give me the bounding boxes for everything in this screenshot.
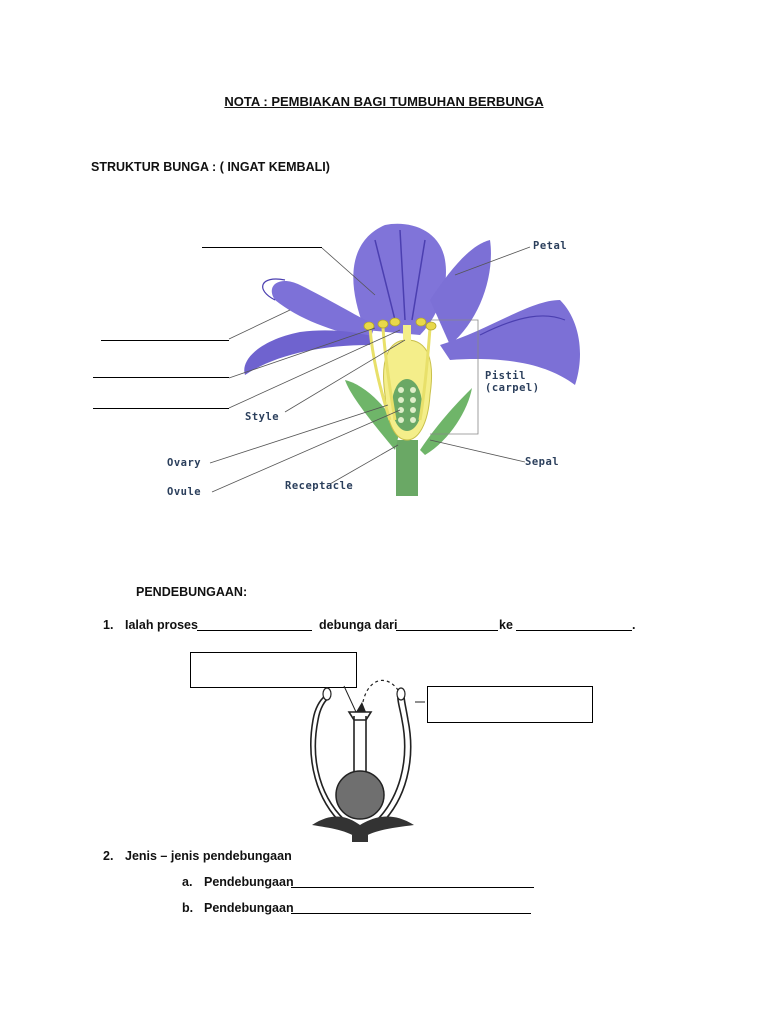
label-sepal: Sepal bbox=[525, 456, 560, 468]
struktur-heading: STRUKTUR BUNGA : ( INGAT KEMBALI) bbox=[91, 160, 330, 174]
q2-text: Jenis – jenis pendebungaan bbox=[125, 849, 292, 863]
q1-end: . bbox=[632, 618, 636, 632]
q2-number: 2. bbox=[103, 849, 114, 863]
q2-item-a-blank[interactable] bbox=[291, 887, 534, 888]
ovary-ball bbox=[336, 771, 384, 819]
q2-item-a-letter: a. bbox=[182, 875, 193, 889]
label-ovule: Ovule bbox=[167, 486, 202, 498]
q2-item-a-text: Pendebungaan bbox=[204, 875, 294, 889]
q2-item-b-text: Pendebungaan bbox=[204, 901, 294, 915]
q2-item-b-blank[interactable] bbox=[291, 913, 531, 914]
pendebungaan-heading: PENDEBUNGAAN: bbox=[136, 585, 248, 599]
label-style: Style bbox=[245, 411, 280, 423]
label-ovary: Ovary bbox=[167, 457, 202, 469]
label-petal: Petal bbox=[533, 240, 568, 252]
q1-number: 1. bbox=[103, 618, 114, 632]
label-pistil: Pistil bbox=[485, 370, 526, 382]
q1-part3: ke bbox=[499, 618, 513, 632]
q1-part2: debunga dari bbox=[319, 618, 398, 632]
q2-item-b-letter: b. bbox=[182, 901, 194, 915]
q1-part1: Ialah proses bbox=[125, 618, 198, 632]
label-receptacle: Receptacle bbox=[285, 480, 354, 492]
label-carpel: (carpel) bbox=[485, 382, 540, 394]
page-title: NOTA : PEMBIAKAN BAGI TUMBUHAN BERBUNGA bbox=[224, 94, 544, 109]
